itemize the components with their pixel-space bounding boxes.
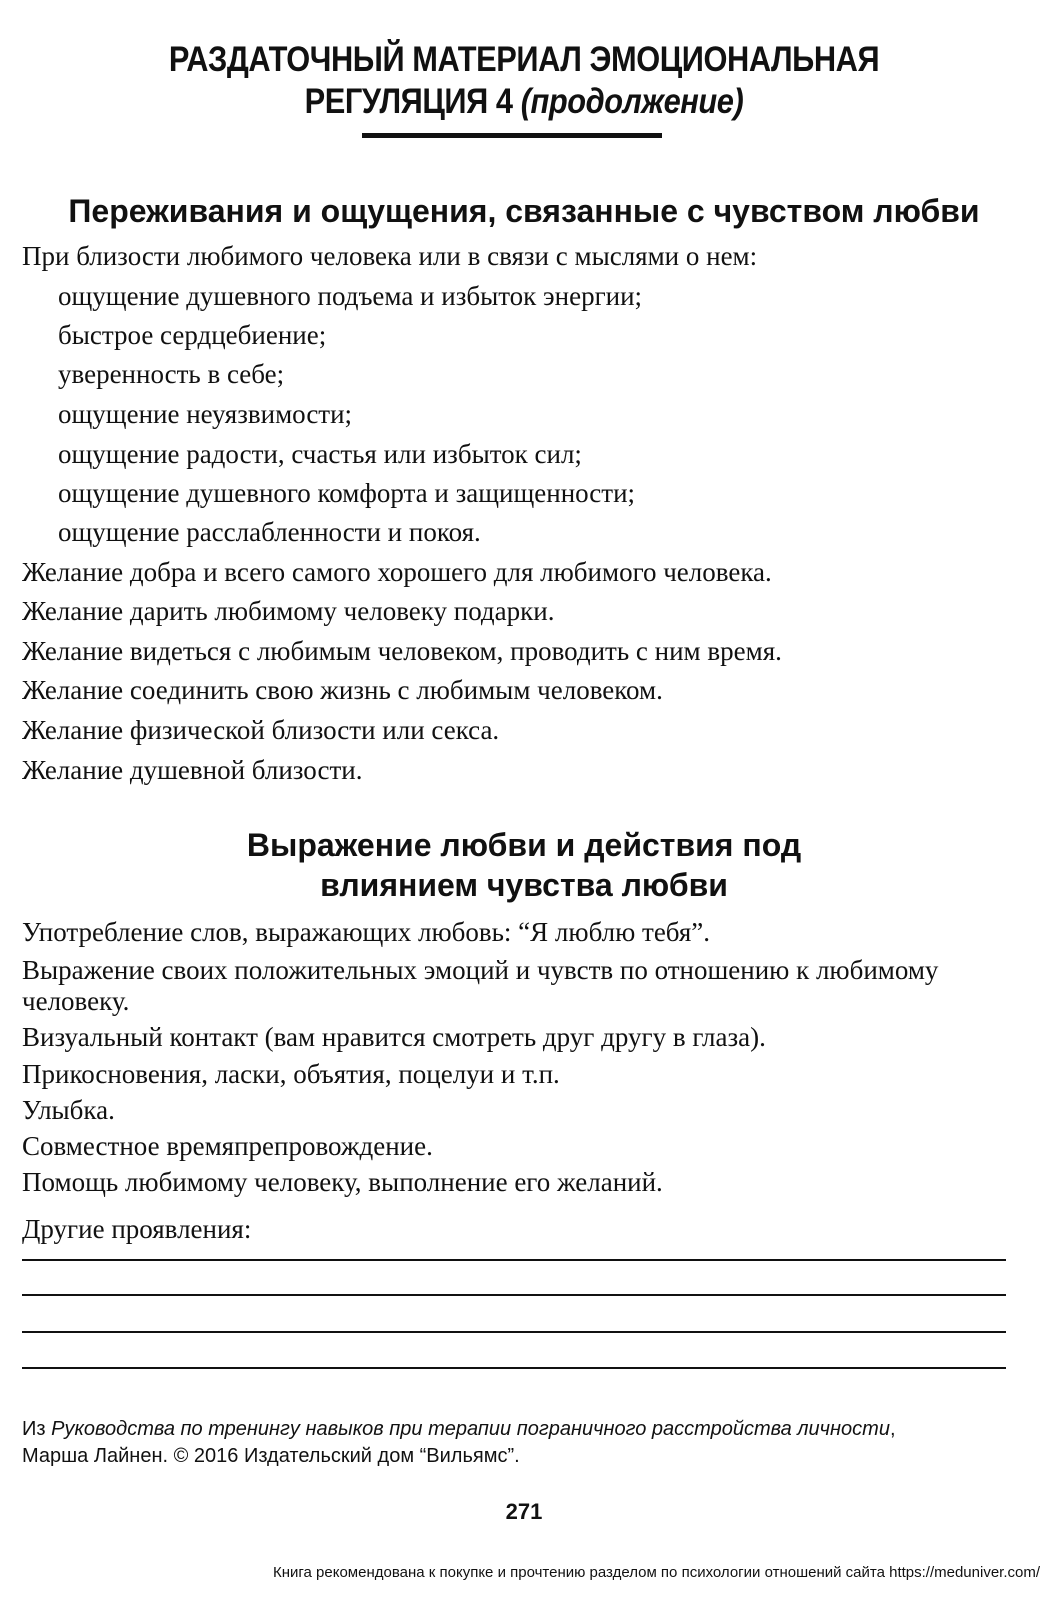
citation-comma: , [889, 1418, 896, 1440]
section2-item: Визуальный контакт (вам нравится смотреть друг другу в глаза). [22, 1022, 766, 1052]
section1-item: Желание добра и всего самого хорошего для любимого человека. [22, 557, 772, 587]
title-underline [362, 133, 662, 138]
title-continuation: (продолжение) [520, 82, 744, 121]
title-main: РЕГУЛЯЦИЯ 4 [304, 82, 521, 121]
section1-subitem: быстрое сердцебиение; [58, 320, 327, 350]
section1-item: Желание физической близости или секса. [22, 715, 500, 745]
section2-item: Помощь любимому человеку, выполнение его желаний. [22, 1167, 663, 1197]
citation-book-title: Руководства по тренингу навыков при терапии пограничного расстройства личности [51, 1418, 890, 1440]
page-title-line2 [63, 82, 985, 122]
section1-subitem: ощущение неуязвимости; [58, 399, 353, 429]
section1-item: Желание видеться с любимым человеком, проводить с ним время. [22, 636, 782, 666]
source-citation-line2: Марша Лайнен. © 2016 Издательский дом “Вильямс”. [22, 1445, 520, 1467]
citation-prefix: Из [22, 1418, 52, 1440]
section2-heading-line2: влиянием чувства любви [320, 867, 728, 903]
section1-subitem: ощущение душевного комфорта и защищенности; [58, 478, 636, 508]
other-manifestations-label: Другие проявления: [22, 1214, 252, 1244]
section1-heading: Переживания и ощущения, связанные с чувством любви [68, 193, 980, 229]
blank-line-2[interactable] [22, 1294, 1006, 1296]
section2-item: человеку. [22, 986, 130, 1016]
section2-item: Улыбка. [22, 1095, 115, 1125]
section2-item: Употребление слов, выражающих любовь: “Я люблю тебя”. [22, 917, 711, 947]
blank-line-3[interactable] [22, 1331, 1006, 1333]
section2-item: Прикосновения, ласки, объятия, поцелуи и т.п. [22, 1059, 560, 1089]
source-citation-line1 [22, 1416, 1022, 1443]
section1-item: Желание соединить свою жизнь с любимым человеком. [22, 675, 663, 705]
section1-subitem: уверенность в себе; [58, 359, 285, 389]
section2-heading-line1: Выражение любви и действия под [246, 827, 802, 863]
section2-item: Выражение своих положительных эмоций и чувств по отношению к любимому [22, 955, 939, 985]
section1-item: Желание душевной близости. [22, 755, 363, 785]
section1-intro: При близости любимого человека или в связи с мыслями о нем: [22, 241, 758, 271]
section1-item: Желание дарить любимому человеку подарки. [22, 596, 555, 626]
section2-item: Совместное времяпрепровождение. [22, 1131, 433, 1161]
bottom-note: Книга рекомендована к покупке и прочтению разделом по психологии отношений сайта https://meduniver.com/ [273, 1564, 1040, 1581]
blank-line-4[interactable] [22, 1367, 1006, 1369]
blank-line-1[interactable] [22, 1259, 1006, 1261]
page-number: 271 [505, 1499, 543, 1524]
section1-subitem: ощущение радости, счастья или избыток сил; [58, 439, 582, 469]
section1-subitem: ощущение расслабленности и покоя. [58, 517, 481, 547]
page-title-line1: РАЗДАТОЧНЫЙ МАТЕРИАЛ ЭМОЦИОНАЛЬНАЯ [168, 40, 880, 79]
section1-subitem: ощущение душевного подъема и избыток энергии; [58, 281, 643, 311]
